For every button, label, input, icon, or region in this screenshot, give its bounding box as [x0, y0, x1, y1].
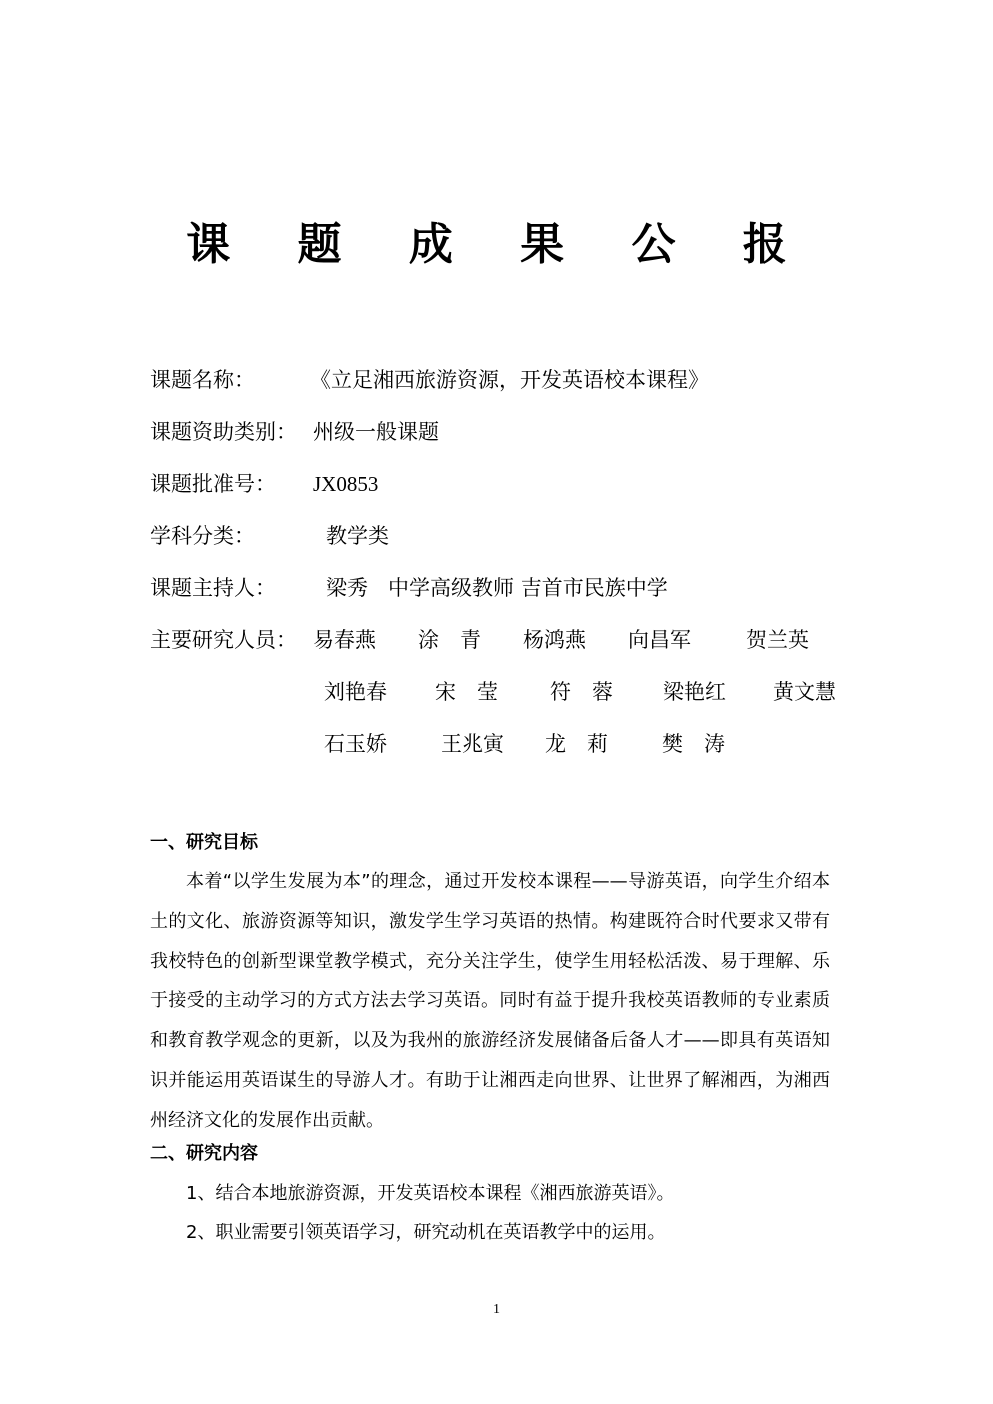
member-name: 易春燕 [313, 628, 376, 652]
info-label-name: 课题名称： [150, 368, 255, 392]
member-name: 贺兰英 [746, 628, 809, 652]
member-name: 符 蓉 [550, 680, 613, 704]
info-value-host: 梁秀 中学高级教师 吉首市民族中学 [326, 576, 668, 600]
list-item: 1、结合本地旅游资源，开发英语校本课程《湘西旅游英语》。 [186, 1183, 675, 1204]
info-value-funding: 州级一般课题 [313, 420, 439, 444]
section-heading-content: 二、研究内容 [150, 1143, 258, 1164]
section-heading-goal: 一、研究目标 [150, 832, 258, 853]
info-label-subject: 学科分类： [150, 524, 255, 548]
info-value-approval: JX0853 [313, 472, 379, 496]
info-value-name: 《立足湘西旅游资源，开发英语校本课程》 [310, 368, 709, 392]
member-name: 刘艳春 [324, 680, 387, 704]
member-name: 王兆寅 [441, 732, 504, 756]
info-label-host: 课题主持人： [150, 576, 276, 600]
member-name: 涂 青 [418, 628, 481, 652]
member-name: 龙 莉 [545, 732, 608, 756]
info-label-funding: 课题资助类别： [150, 420, 297, 444]
page-title: 课 题 成 果 公 报 [186, 219, 813, 270]
list-item: 2、职业需要引领英语学习，研究动机在英语教学中的运用。 [186, 1222, 666, 1243]
member-name: 宋 莹 [435, 680, 498, 704]
member-name: 梁艳红 [663, 680, 726, 704]
page-number: 1 [493, 1302, 500, 1317]
member-name: 石玉娇 [324, 732, 387, 756]
info-label-members: 主要研究人员： [150, 628, 297, 652]
member-name: 樊 涛 [662, 732, 725, 756]
info-value-subject: 教学类 [326, 524, 389, 548]
member-name: 杨鸿燕 [523, 628, 586, 652]
section-body-goal: 本着“以学生发展为本”的理念，通过开发校本课程——导游英语，向学生介绍本土的文化、旅游资源等知识，激发学生学习英语的热情。构建既符合时代要求又带有我校特色的创新型课堂教学模式，充分关注学生，使学生用轻松活泼、易于理解、乐于接受的主动学习的方式方法去学习英语。同时有益于提升我校英语教师的专业素质和教育教学观念的更新，以及为我州的旅游经济发展储备后备人才——即具有英语知识并能运用英语谋生的导游人才。有助于让湘西走向世界、让世界了解湘西，为湘西州经济文化的发展作出贡献。 [150, 871, 830, 1131]
member-name: 黄文慧 [773, 680, 836, 704]
member-name: 向昌军 [628, 628, 691, 652]
info-label-approval: 课题批准号： [150, 472, 276, 496]
